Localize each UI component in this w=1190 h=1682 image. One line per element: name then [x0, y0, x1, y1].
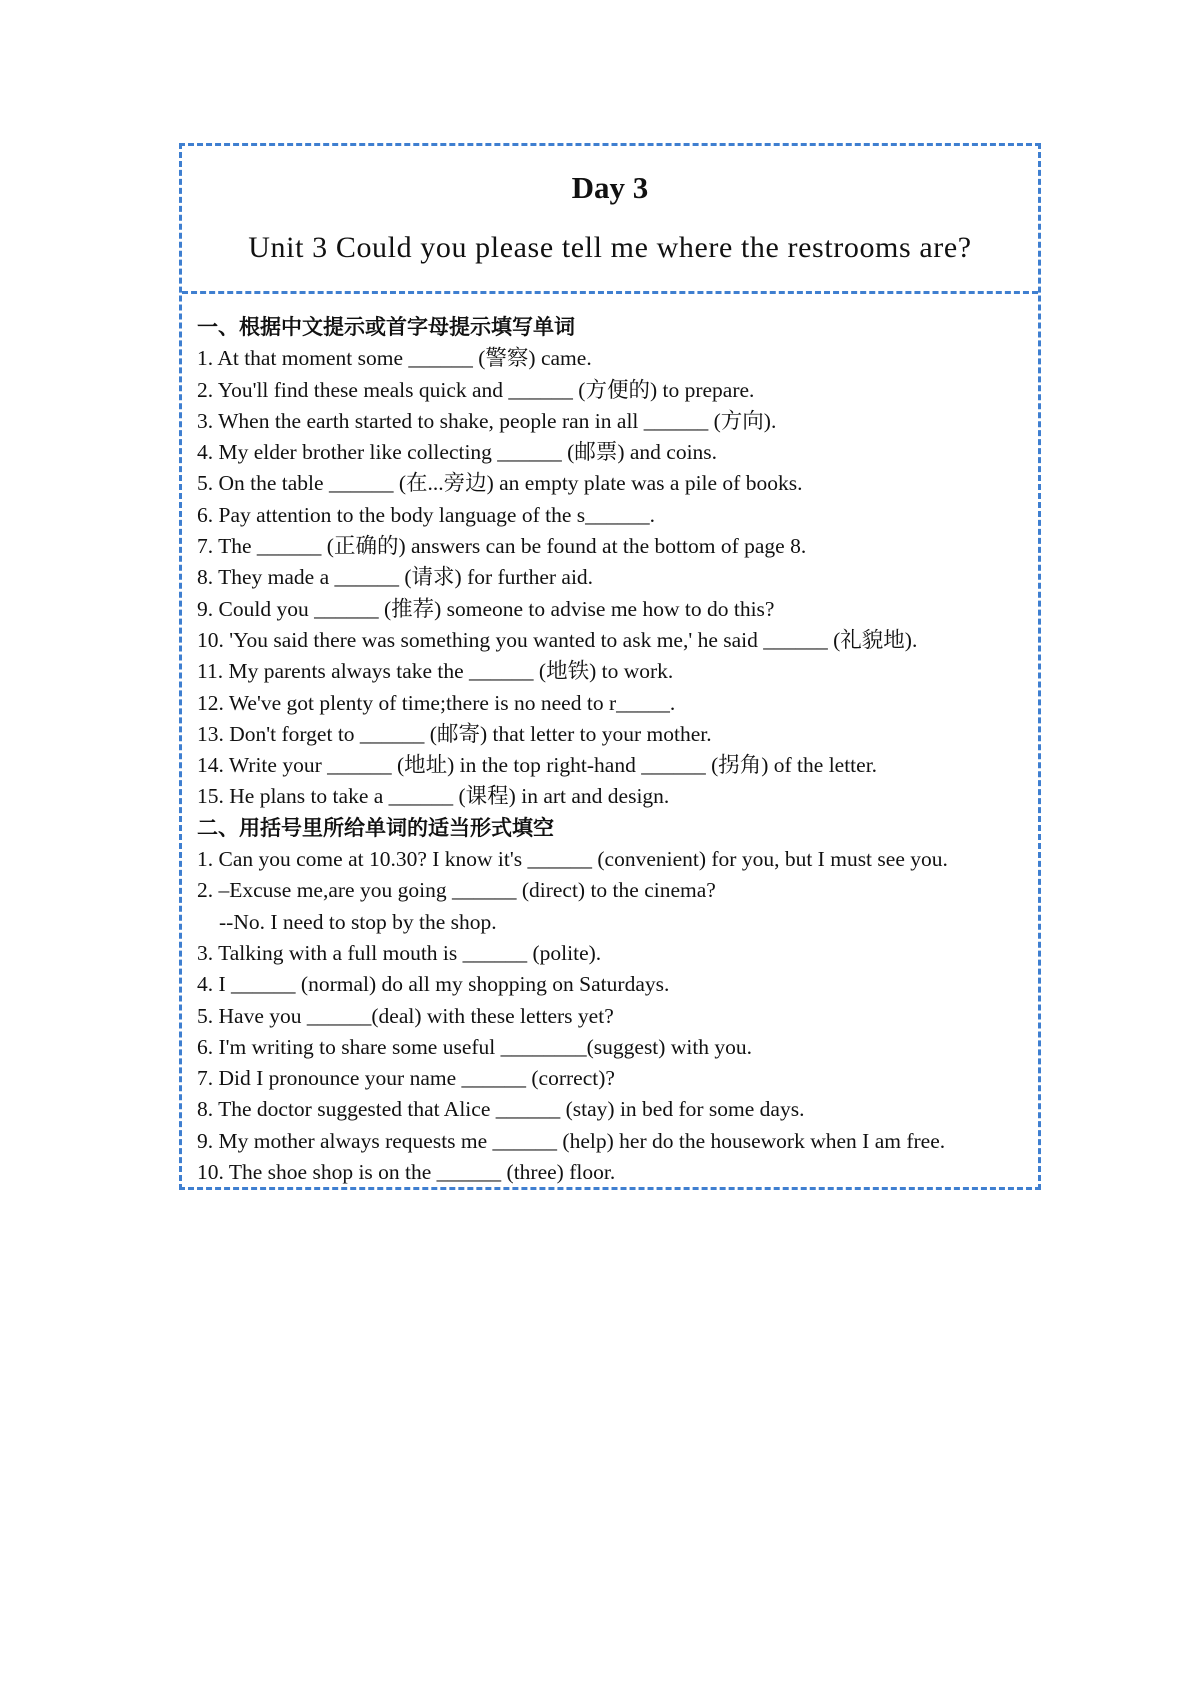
section-2-title: 二、用括号里所给单词的适当形式填空: [197, 815, 554, 840]
section-1-item-1: 1. At that moment some ______ (警察) came.: [197, 346, 592, 371]
section-1-item-15: 15. He plans to take a ______ (课程) in art and design.: [197, 784, 670, 809]
section-2-item-10: 10. The shoe shop is on the ______ (three) floor.: [197, 1160, 616, 1185]
section-1-title: 一、根据中文提示或首字母提示填写单词: [197, 315, 575, 339]
section-2-item-3: 3. Talking with a full mouth is ______ (polite).: [197, 940, 602, 965]
section-1-item-13: 13. Don't forget to ______ (邮寄) that letter to your mother.: [197, 721, 712, 746]
section-1-item-10: 10. 'You said there was something you wanted to ask me,' he said ______ (礼貌地).: [197, 627, 918, 652]
section-1-item-12: 12. We've got plenty of time;there is no need to r_____.: [197, 690, 676, 715]
section-2-item-5: 5. Have you ______(deal) with these letters yet?: [197, 1003, 614, 1028]
section-2-item-1: 1. Can you come at 10.30? I know it's ______ (convenient) for you, but I must see you.: [197, 847, 948, 872]
section-2-item-4: 4. I ______ (normal) do all my shopping on Saturdays.: [197, 972, 670, 997]
section-1-item-3: 3. When the earth started to shake, people ran in all ______ (方向).: [197, 408, 777, 433]
worksheet-frame: [179, 143, 1041, 1190]
unit-title: Unit 3 Could you please tell me where the restrooms are?: [248, 231, 972, 264]
section-1-item-11: 11. My parents always take the ______ (地铁) to work.: [197, 659, 674, 684]
worksheet-body: [182, 294, 1038, 1188]
section-1-item-5: 5. On the table ______ (在...旁边) an empty plate was a pile of books.: [197, 471, 803, 496]
section-2-item-2: 2. –Excuse me,are you going ______ (direct) to the cinema?: [197, 878, 716, 903]
day-title: Day 3: [571, 170, 649, 205]
section-1-item-7: 7. The ______ (正确的) answers can be found at the bottom of page 8.: [197, 534, 807, 559]
worksheet-header: [182, 146, 1038, 294]
section-1-item-6: 6. Pay attention to the body language of the s______.: [197, 502, 655, 527]
section-1-item-2: 2. You'll find these meals quick and ______ (方便的) to prepare.: [197, 377, 755, 402]
section-2-item-7: 7. Did I pronounce your name ______ (correct)?: [197, 1066, 615, 1091]
section-2-item-6: 6. I'm writing to share some useful ________(suggest) with you.: [197, 1034, 753, 1059]
section-2-item-8: 8. The doctor suggested that Alice ______ (stay) in bed for some days.: [197, 1097, 805, 1122]
section-2-item-9: 9. My mother always requests me ______ (help) her do the housework when I am free.: [197, 1128, 946, 1153]
section-1-item-9: 9. Could you ______ (推荐) someone to advise me how to do this?: [197, 596, 775, 621]
section-2-item-2-reply: --No. I need to stop by the shop.: [219, 909, 497, 934]
section-1-item-4: 4. My elder brother like collecting ______ (邮票) and coins.: [197, 440, 718, 465]
section-1-item-14: 14. Write your ______ (地址) in the top right-hand ______ (拐角) of the letter.: [197, 753, 878, 778]
section-1-item-8: 8. They made a ______ (请求) for further aid.: [197, 565, 594, 590]
